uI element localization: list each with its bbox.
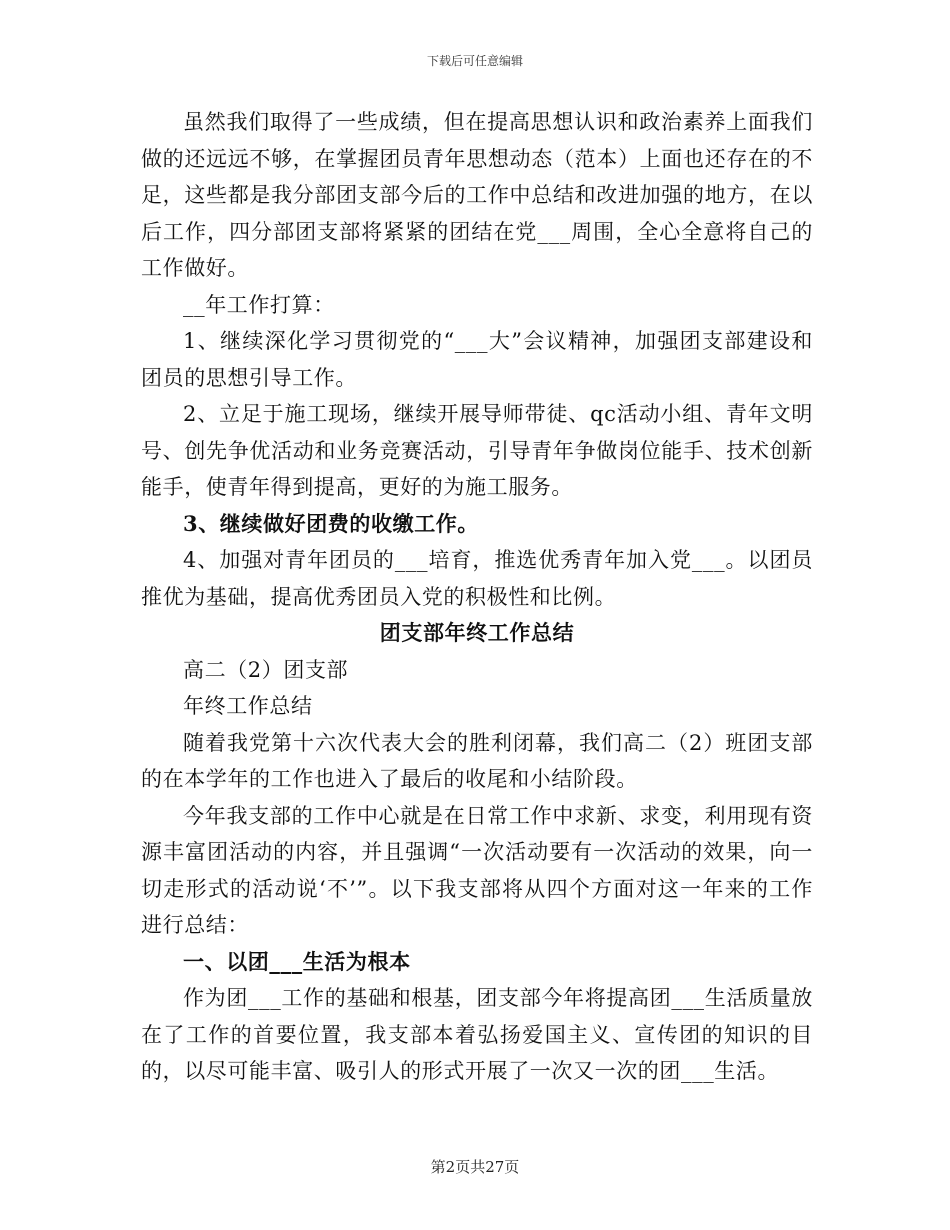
paragraph-achievements: 虽然我们取得了一些成绩，但在提高思想认识和政治素养上面我们做的还远远不够，在掌握团员青年思想动态（范本）上面也还存在的不足，这些都是我分部团支部今后的工作中总结和改进加强的地方，在以后工作，四分部团支部将紧紧的团结在党___周围，全心全意将自己的工作做好。 (141, 110, 813, 280)
plan-item-2: 2、立足于施工现场，继续开展导师带徒、qc活动小组、青年文明号、创先争优活动和业务竞赛活动，引导青年争做岗位能手、技术创新能手，使青年得到提高，更好的为施工服务。 (141, 402, 813, 499)
plan-item-1: 1、继续深化学习贯彻党的“___大”会议精神，加强团支部建设和团员的思想引导工作。 (141, 329, 813, 390)
plan-item-3: 3、继续做好团费的收缴工作。 (183, 510, 480, 536)
page-header: 下载后可任意编辑 (426, 54, 523, 68)
summary-subtitle: 年终工作总结 (183, 694, 313, 718)
subsection-heading-1: 一、以团___生活为根本 (183, 948, 411, 974)
paragraph-team-life: 作为团___工作的基础和根基，团支部今年将提高团___生活质量放在了工作的首要位置，我支部本着弘扬爱国主义、宣传团的知识的目的，以尽可能丰富、吸引人的形式开展了一次又一次的团___生活。 (141, 986, 813, 1083)
class-branch-line: 高二（2）团支部 (183, 657, 349, 682)
paragraph-work-focus: 今年我支部的工作中心就是在日常工作中求新、求变，利用现有资源丰富团活动的内容，并且强调“一次活动要有一次活动的效果，向一切走形式的活动说‘不’”。以下我支部将从四个方面对这一年来的工作进行总结： (141, 803, 813, 937)
paragraph-intro: 随着我党第十六次代表大会的胜利闭幕，我们高二（2）班团支部的在本学年的工作也进入了最后的收尾和小结阶段。 (141, 730, 813, 791)
plan-item-4: 4、加强对青年团员的___培育，推选优秀青年加入党___。以团员推优为基础，提高优秀团员入党的积极性和比例。 (141, 548, 813, 609)
document-body (141, 104, 813, 1090)
section-title: 团支部年终工作总结 (379, 620, 575, 645)
page-number: 第2页共27页 (430, 1158, 520, 1176)
paragraph-year-plan-heading: __年工作打算： (183, 292, 335, 317)
